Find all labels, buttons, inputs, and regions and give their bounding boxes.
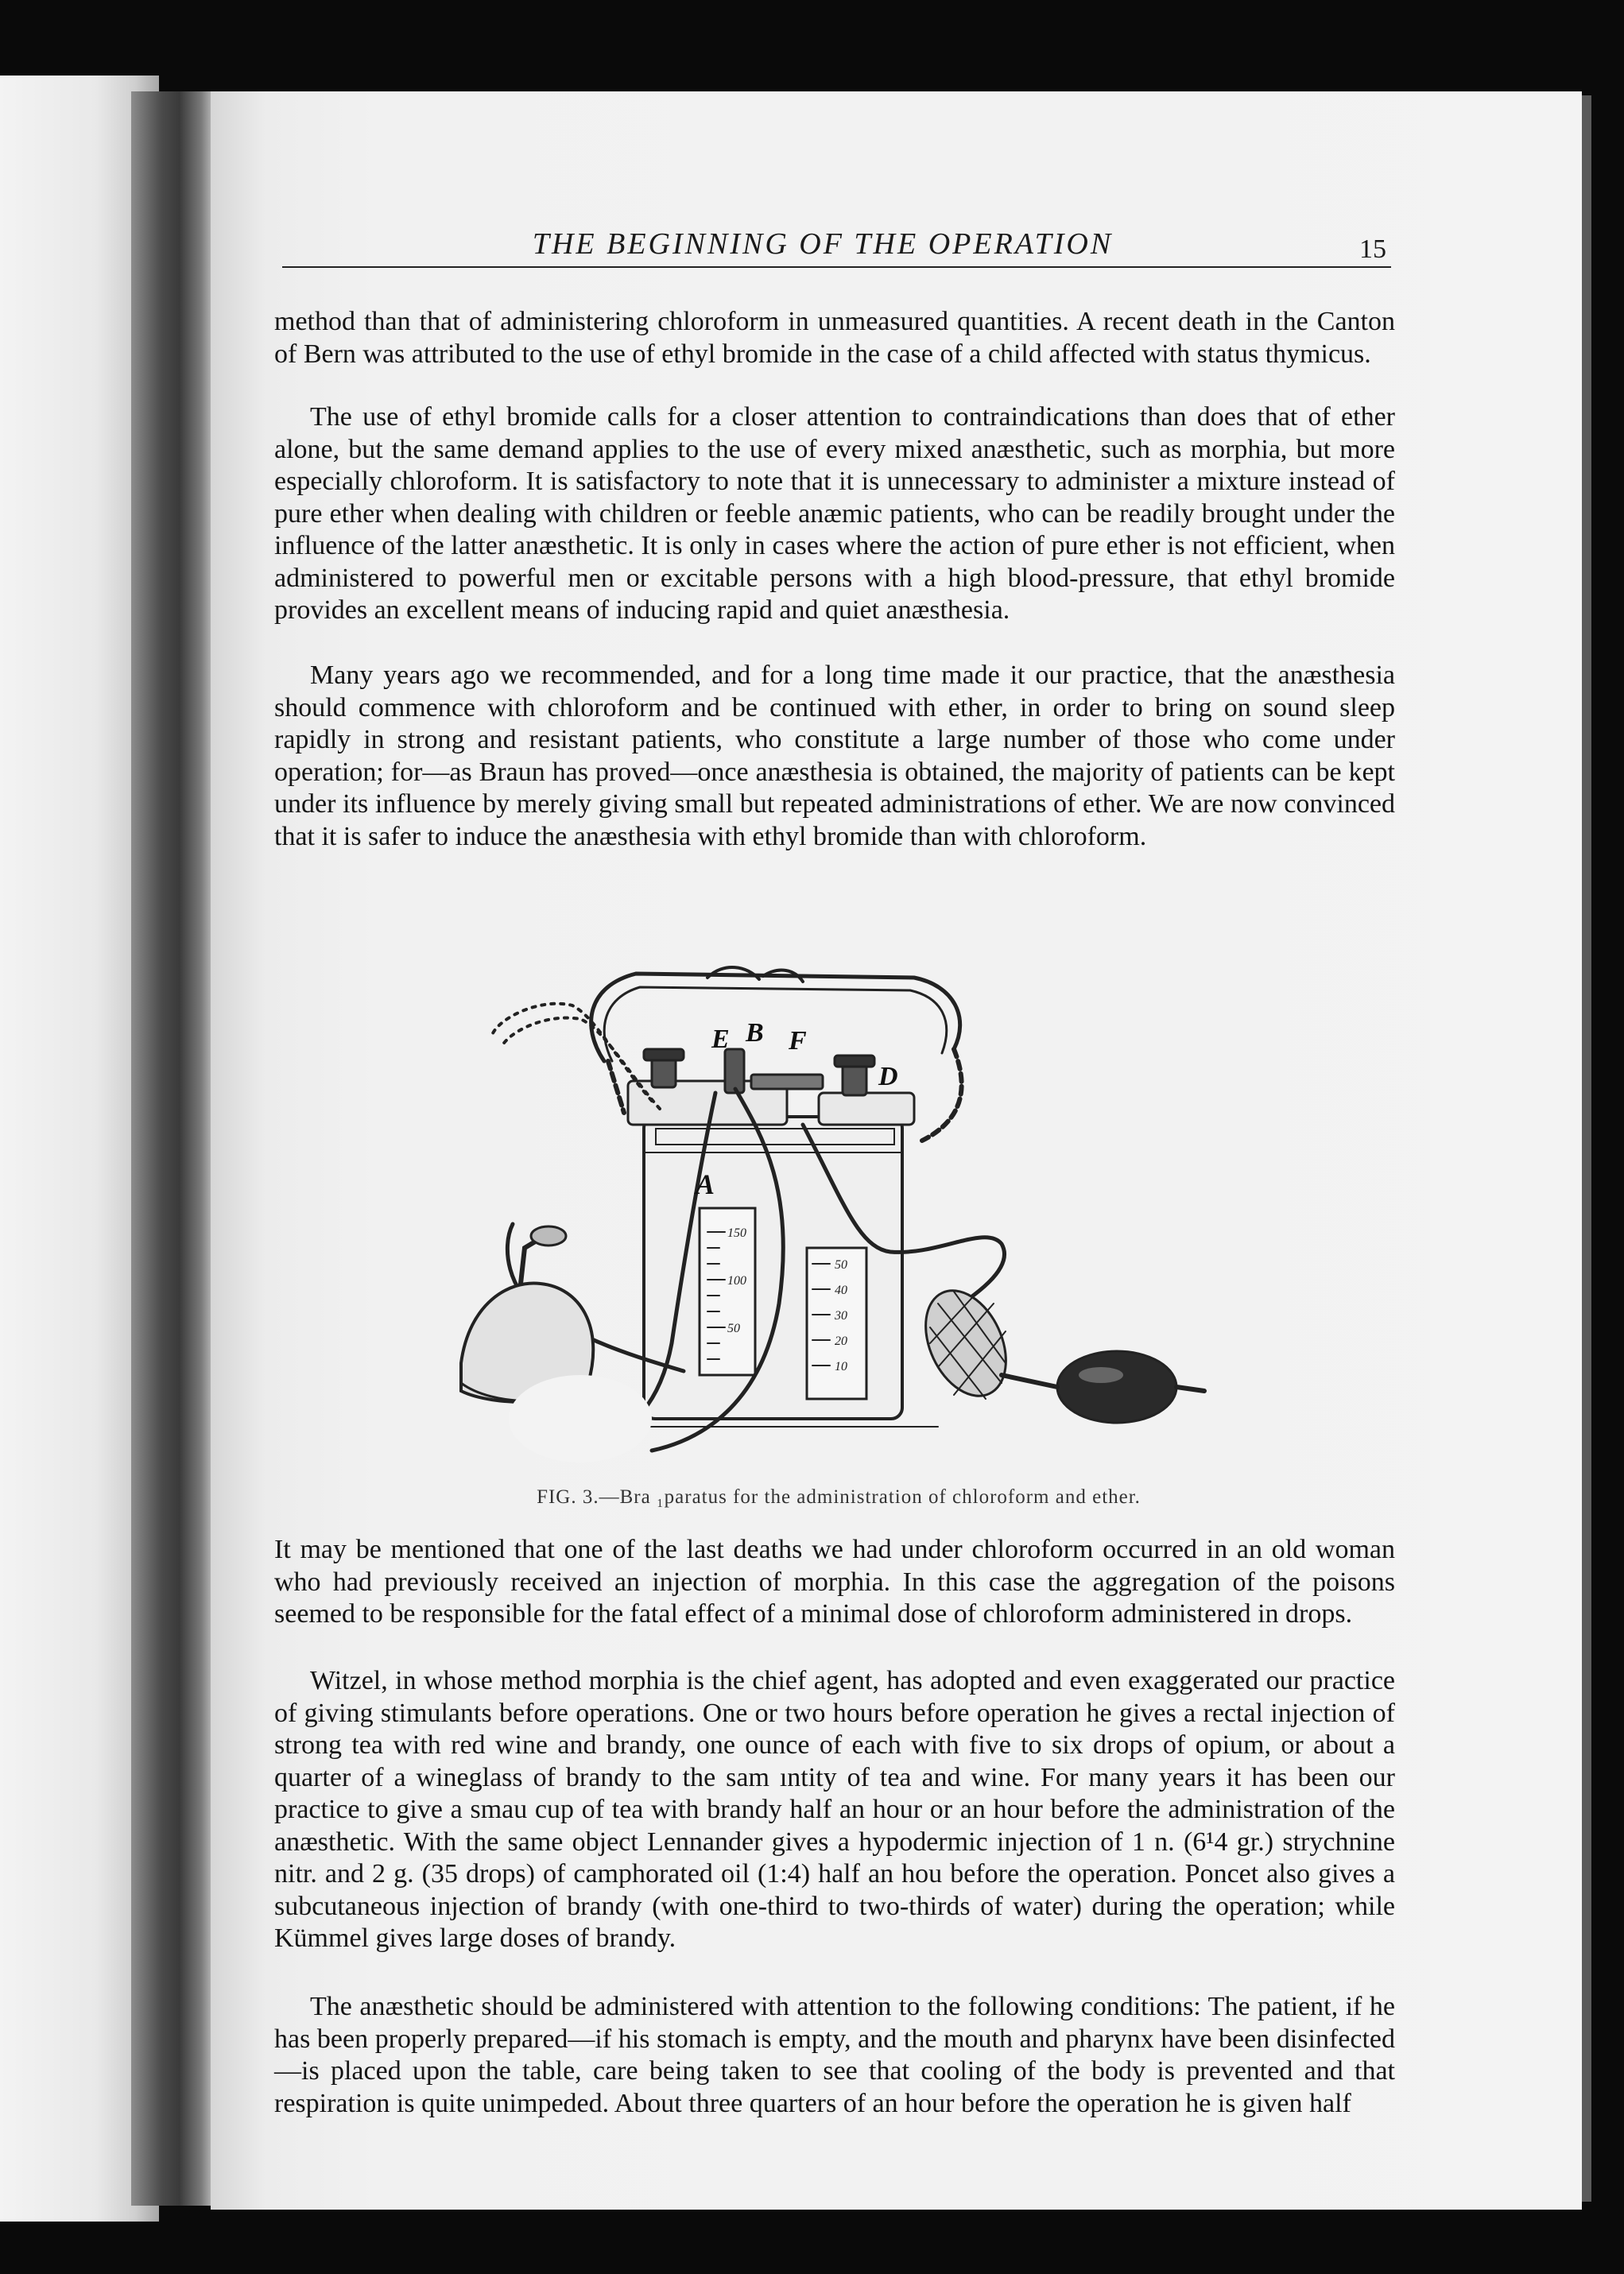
scan-blotch [509,1375,652,1462]
label-f: F [789,1026,807,1056]
label-d: D [878,1062,898,1091]
paragraph-3: Many years ago we recommended, and for a long time made it our practice, that the anæsthesia should commence with chloroform and be continued with ether, in order to bring on sound sleep rapidly in strong and resistant patients, who constitute a large number of those who come under operation; for—as Braun has proved—once anæsthesia is obtained, the majority of patients can be kept under its influence by merely giving small but repeated administrations of ether. We are now convinced that it is safer to induce the anæsthesia with ethyl bromide than with chloroform. [274,661,1395,851]
right-scale-20: 20 [835,1335,847,1348]
book-page [211,91,1582,2210]
right-scale-50: 50 [835,1258,847,1272]
paragraph-5: Witzel, in whose method morphia is the chief agent, has adopted and even exaggerated our practice of giving stimulants before operations. One or two hours before operation he gives a rectal injection of strong tea with red wine and brandy, one ounce of each with five to six drops of opium, or about a quarter of a wineglass of brandy to the sam ıntity of tea and wine. For many years it has been our practice to give a smau cup of tea with brandy half an hour or an hour before the administration of the anæsthetic. With the same object Lennander gives a hypodermic injection of 1 n. (6¹4 gr.) strychnine nitr. and 2 g. (35 drops) of camphorated oil (1:4) half an hou before the operation. Poncet also gives a subcutaneous injection of brandy (with one-third to two-thirds of water) during the operation; while Kümmel gives large doses of brandy. [274,1666,1395,1953]
running-title: THE BEGINNING OF THE OPERATION [532,227,1114,261]
label-e: E [711,1025,730,1054]
paragraph-2: The use of ethyl bromide calls for a closer attention to contraindications than does that of ether alone, but the same demand applies to the use of every mixed anæsthetic, such as morphia, but more especially chloroform. It is satisfactory to note that it is unnecessary to administer a mixture instead of pure ether when dealing with children or feeble anæmic patients, who can be readily brought under the influence of the latter anæsthetic. It is only in cases where the action of pure ether is not efficient, when administered to powerful men or excitable persons with a high blood-pressure, that ethyl bromide provides an excellent means of inducing rapid and quiet anæsthesia. [274,402,1395,625]
paragraph-6: The anæsthetic should be administered with attention to the following conditions: The patient, if he has been properly prepared—if his stomach is empty, and the mouth and pharynx have been disinfected—is placed upon the table, care being taken to see that cooling of the body is prevented and that respiration is quite unimpeded. About three quarters of an hour before the operation he is given half [274,1992,1395,2118]
paragraph-1: method than that of administering chloroform in unmeasured quantities. A recent death in the Canton of Bern was attributed to the use of ethyl bromide in the case of a child affected with status thymicus. [274,307,1395,369]
left-scale-50: 50 [727,1322,740,1335]
apparatus-illustration [445,930,1208,1470]
page-number: 15 [1359,234,1386,264]
right-scale-40: 40 [835,1284,847,1297]
book-gutter [131,91,219,2206]
label-b: B [746,1018,764,1048]
apparatus-figure [445,930,1208,1470]
figure-caption: FIG. 3.—Bra ₁paratus for the administration of chloroform and ether. [537,1486,1141,1508]
right-scale-10: 10 [835,1360,847,1373]
label-a: A [696,1168,715,1200]
header-rule [282,266,1391,268]
paragraph-4: It may be mentioned that one of the last deaths we had under chloroform occurred in an old woman who had previously received an injection of morphia. In this case the aggregation of the poisons seemed to be responsible for the fatal effect of a minimal dose of chloroform administered in drops. [274,1535,1395,1629]
left-scale-100: 100 [727,1274,746,1288]
left-scale-150: 150 [727,1226,746,1240]
page-edge-shadow [1582,95,1591,2202]
right-scale-30: 30 [835,1309,847,1323]
